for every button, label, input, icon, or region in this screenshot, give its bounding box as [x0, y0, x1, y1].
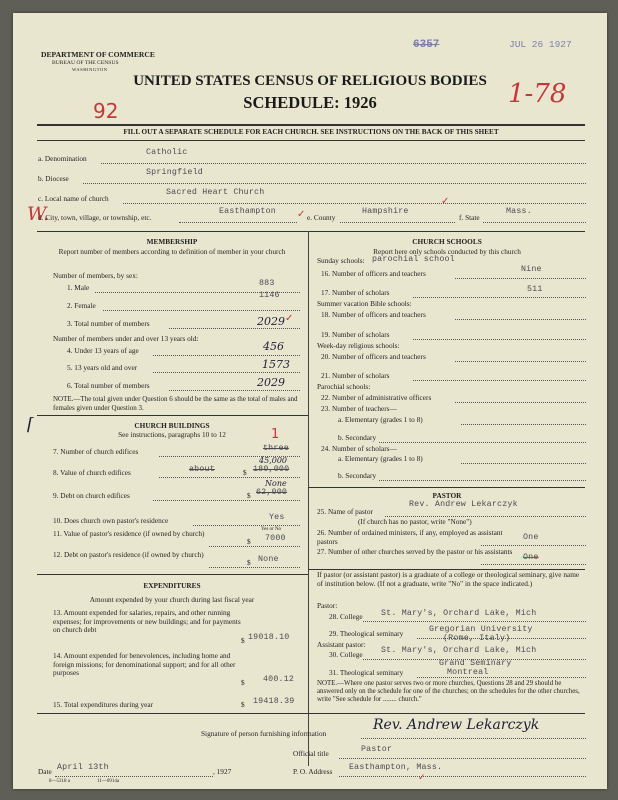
teachers-label: 23. Number of teachers—	[321, 404, 397, 413]
diocese-value: Springfield	[146, 168, 203, 177]
over-13-label: 5. 13 years old and over	[67, 363, 138, 372]
county-line	[340, 222, 455, 223]
check-mark-icon: ✓	[285, 313, 294, 324]
sunday-teachers-line	[455, 278, 586, 279]
membership-intro: Report number of members according to definition of member in your church	[58, 247, 286, 256]
edifices-value-correction: 45,000	[259, 456, 287, 465]
received-date-stamp: JUL 26 1927	[509, 39, 572, 50]
handwritten-number: 92	[93, 99, 119, 123]
edifices-count-correction: 1	[271, 427, 280, 442]
total-members-line	[169, 328, 300, 329]
pastor-note: NOTE.—Where one pastor serves two or more churches, Questions 28 and 29 should be answered only on the schedule for one of the churches; on the schedules for the other churches, write "See schedule for ........ church."	[317, 680, 580, 703]
residence-debt-label: 12. Debt on pastor's residence (if owned by church)	[53, 550, 204, 559]
date-value: April 13th	[57, 763, 109, 772]
assistant-subsection-label: Assistant pastor:	[317, 640, 366, 649]
assistant-seminary-line	[417, 677, 586, 678]
date-label: Date	[38, 767, 52, 776]
assistant-seminary-label: 31. Theological seminary	[329, 668, 404, 677]
scholars-elementary-label: a. Elementary (grades 1 to 8)	[338, 454, 423, 463]
official-title-label: Official title	[293, 749, 329, 758]
margin-bracket-mark: ⌈	[27, 415, 34, 435]
benevolences-label: 14. Amount expended for benevolences, including home and foreign missions; for denominational support; and for all other purposes	[53, 651, 236, 678]
form-code-secondary: 11—0914a	[97, 779, 120, 784]
date-line	[55, 776, 213, 777]
diocese-line	[83, 183, 586, 184]
weekday-scholars-line	[413, 380, 586, 381]
over-13-value: 1573	[262, 358, 290, 371]
female-label: 2. Female	[67, 301, 96, 310]
female-value: 1146	[259, 291, 280, 300]
edifices-debt-value: 62,000	[256, 488, 288, 497]
scholars-elementary-line	[461, 463, 586, 464]
running-expenses-value: 19018.10	[248, 633, 290, 642]
bureau-line: BUREAU OF THE CENSUS	[52, 60, 119, 66]
teachers-secondary-label: b. Secondary	[338, 433, 377, 442]
vacation-scholars-label: 19. Number of scholars	[321, 330, 390, 339]
male-label: 1. Male	[67, 283, 90, 292]
vacation-teachers-line	[455, 319, 586, 320]
header-rule-top	[37, 124, 585, 126]
form-schedule-year: SCHEDULE: 1926	[243, 93, 377, 112]
vacation-scholars-line	[413, 339, 586, 340]
teachers-elementary-label: a. Elementary (grades 1 to 8)	[338, 415, 423, 424]
county-label: e. County	[307, 213, 336, 222]
state-label: f. State	[459, 213, 480, 222]
signature-label: Signature of person furnishing information	[201, 729, 327, 738]
city-label: d. City, town, village, or township, etc.	[38, 213, 152, 222]
female-line	[103, 310, 300, 311]
other-churches-value: One	[523, 553, 539, 562]
vacation-schools-label: Summer vacation Bible schools:	[317, 299, 412, 308]
department-line: DEPARTMENT OF COMMERCE	[41, 50, 155, 59]
city-line	[179, 222, 297, 223]
weekday-schools-label: Week-day religious schools:	[317, 341, 400, 350]
assistant-seminary-value: Grand Seminary	[439, 659, 512, 668]
footer-rule	[37, 713, 585, 714]
dollar-sign: $	[241, 700, 245, 709]
edifices-debt-label: 9. Debt on church edifices	[53, 491, 130, 500]
graduate-note: If pastor (or assistant pastor) is a graduate of a college or theological seminary, give name of institution below. (If not a graduate, write "No" in the space indicated.)	[317, 570, 580, 588]
pastor-college-value: St. Mary's, Orchard Lake, Mich	[381, 609, 537, 618]
denomination-label: a. Denomination	[38, 154, 87, 163]
washington-line: WASHINGTON	[72, 67, 108, 72]
expenditures-heading: EXPENDITURES	[143, 581, 201, 590]
membership-note: NOTE.—The total given under Question 6 should be the same as the total of males and females given under Question 3.	[53, 395, 298, 412]
margin-mark: W.	[27, 203, 50, 225]
parochial-schools-label: Parochial schools:	[317, 382, 371, 391]
pastor-heading: PASTOR	[432, 491, 462, 500]
form-title: UNITED STATES CENSUS OF RELIGIOUS BODIES	[133, 73, 487, 89]
schools-rule	[308, 487, 585, 488]
header-rule-bottom	[37, 140, 585, 141]
handwritten-code: 1-78	[508, 79, 567, 109]
residence-debt-line	[209, 567, 300, 568]
check-mark-icon: ✓	[297, 209, 306, 220]
owns-residence-label: 10. Does church own pastor's residence	[53, 516, 169, 525]
admin-officers-line	[455, 402, 586, 403]
other-churches-line	[481, 564, 586, 565]
benevolences-value: 400.12	[263, 675, 295, 684]
total-members-label: 3. Total number of members	[67, 319, 150, 328]
section-rule-top	[37, 231, 585, 232]
denomination-line	[101, 163, 586, 164]
buildings-rule	[37, 574, 308, 575]
dollar-sign: $	[247, 537, 251, 546]
weekday-teachers-label: 20. Number of officers and teachers	[321, 352, 426, 361]
edifices-debt-line	[153, 500, 300, 501]
yes-no-hint: Yes or No	[261, 527, 282, 532]
total-by-age-line	[169, 390, 300, 391]
signature-value: Rev. Andrew Lekarczyk	[373, 717, 540, 733]
residence-value-label: 11. Value of pastor's residence (if owned by church)	[53, 529, 205, 538]
sunday-teachers-value: Nine	[521, 265, 542, 274]
sunday-scholars-line	[413, 297, 586, 298]
residence-value: 7000	[265, 534, 286, 543]
schools-heading: CHURCH SCHOOLS	[412, 237, 482, 246]
pastor-name-value: Rev. Andrew Lekarczyk	[409, 500, 518, 509]
sunday-scholars-value: 511	[527, 285, 543, 294]
pastor-seminary-location: (Rome, Italy)	[443, 634, 511, 643]
date-year: , 1927	[213, 767, 232, 776]
buildings-subheading: See instructions, paragraphs 10 to 12	[118, 430, 226, 439]
assistant-college-value: St. Mary's, Orchard Lake, Mich	[381, 646, 537, 655]
edifices-value-line	[159, 477, 300, 478]
state-value: Mass.	[506, 207, 532, 216]
sunday-teachers-label: 16. Number of officers and teachers	[321, 269, 426, 278]
running-expenses-label: 13. Amount expended for salaries, repairs, and other running expenses; for improvements or new buildings; and for payments on church debt	[53, 608, 241, 635]
diocese-label: b. Diocese	[38, 174, 69, 183]
under-13-value: 456	[263, 340, 284, 353]
other-churches-label: 27. Number of other churches served by the pastor or his assistants	[317, 547, 513, 556]
total-members-value: 2029	[257, 315, 285, 328]
scholars-secondary-label: b. Secondary	[338, 471, 377, 480]
total-expenditures-value: 19418.39	[253, 697, 295, 706]
owns-residence-value: Yes	[269, 513, 285, 522]
denomination-value: Catholic	[146, 148, 188, 157]
official-title-value: Pastor	[361, 745, 393, 754]
assistant-college-label: 30. College	[329, 650, 363, 659]
sunday-schools-value: parochial school	[372, 255, 455, 264]
residence-value-line	[209, 546, 300, 547]
sunday-scholars-label: 17. Number of scholars	[321, 288, 390, 297]
owns-residence-line	[193, 525, 300, 526]
assistant-seminary-location: Montreal	[447, 668, 489, 677]
teachers-secondary-line	[379, 442, 586, 443]
check-mark-icon: ✓	[418, 773, 426, 783]
buildings-heading: CHURCH BUILDINGS	[134, 421, 210, 430]
church-name-value: Sacred Heart Church	[166, 188, 265, 197]
edifices-count-label: 7. Number of church edifices	[53, 447, 139, 456]
membership-rule	[37, 415, 308, 416]
scholars-secondary-line	[379, 480, 586, 481]
male-value: 883	[259, 279, 275, 288]
check-mark-icon: ✓	[441, 196, 450, 207]
dollar-sign: $	[243, 468, 247, 477]
pastor-seminary-value: Gregorian University	[429, 625, 533, 634]
membership-heading: MEMBERSHIP	[146, 237, 198, 246]
sunday-schools-label: Sunday schools:	[317, 256, 365, 265]
pastor-seminary-label: 29. Theological seminary	[329, 629, 404, 638]
edifices-value-struck: about	[189, 465, 215, 474]
edifices-count-value: three	[263, 444, 289, 453]
address-line	[339, 776, 586, 777]
scholars-label: 24. Number of scholars—	[321, 444, 397, 453]
under-13-label: 4. Under 13 years of age	[67, 346, 139, 355]
schools-intro: Report here only schools conducted by this church	[373, 247, 521, 256]
teachers-elementary-line	[461, 424, 586, 425]
pastor-subsection-label: Pastor:	[317, 601, 338, 610]
total-by-age-value: 2029	[257, 376, 285, 389]
under-13-line	[153, 355, 300, 356]
admin-officers-label: 22. Number of administrative officers	[321, 393, 432, 402]
vacation-teachers-label: 18. Number of officers and teachers	[321, 310, 426, 319]
address-value: Easthampton, Mass.	[349, 763, 443, 772]
dollar-sign: $	[241, 636, 245, 645]
weekday-scholars-label: 21. Number of scholars	[321, 371, 390, 380]
total-by-age-label: 6. Total number of members	[67, 381, 150, 390]
pastor-name-label: 25. Name of pastor	[317, 507, 373, 516]
stamp-code: 6357	[413, 39, 440, 51]
church-name-label: c. Local name of church	[38, 194, 109, 203]
weekday-teachers-line	[455, 361, 586, 362]
county-value: Hampshire	[362, 207, 409, 216]
dollar-sign: $	[241, 678, 245, 687]
pastor-college-label: 28. College	[329, 612, 363, 621]
form-code: 8—5318 a	[49, 779, 70, 784]
over-13-line	[153, 372, 300, 373]
edifices-value: 180,000	[253, 465, 290, 474]
pastor-college-line	[363, 621, 586, 622]
assistant-pastors-label: 26. Number of ordained ministers, if any, employed as assistant pastors	[317, 528, 503, 546]
signature-line	[361, 738, 586, 739]
address-label: P. O. Address	[293, 767, 333, 776]
edifices-debt-correction: None	[265, 479, 287, 488]
age-intro-label: Number of members under and over 13 years old:	[53, 334, 199, 343]
by-sex-label: Number of members, by sex:	[53, 271, 138, 280]
dollar-sign: $	[247, 558, 251, 567]
expenditures-subheading: Amount expended by your church during last fiscal year	[89, 595, 255, 604]
census-schedule-page	[13, 13, 607, 789]
edifices-value-label: 8. Value of church edifices	[53, 468, 131, 477]
official-title-line	[339, 758, 586, 759]
assistant-pastors-value: One	[523, 533, 539, 542]
total-expenditures-label: 15. Total expenditures during year	[53, 700, 154, 709]
pastor-name-note: (If church has no pastor, write "None")	[358, 517, 472, 526]
fill-instruction: FILL OUT A SEPARATE SCHEDULE FOR EACH CHURCH. SEE INSTRUCTIONS ON THE BACK OF THIS SHEET	[123, 128, 499, 136]
church-name-line	[123, 203, 586, 204]
dollar-sign: $	[247, 491, 251, 500]
city-value: Easthampton	[219, 207, 276, 216]
residence-debt-value: None	[258, 555, 279, 564]
assistant-pastors-line	[481, 545, 586, 546]
state-line	[483, 222, 586, 223]
